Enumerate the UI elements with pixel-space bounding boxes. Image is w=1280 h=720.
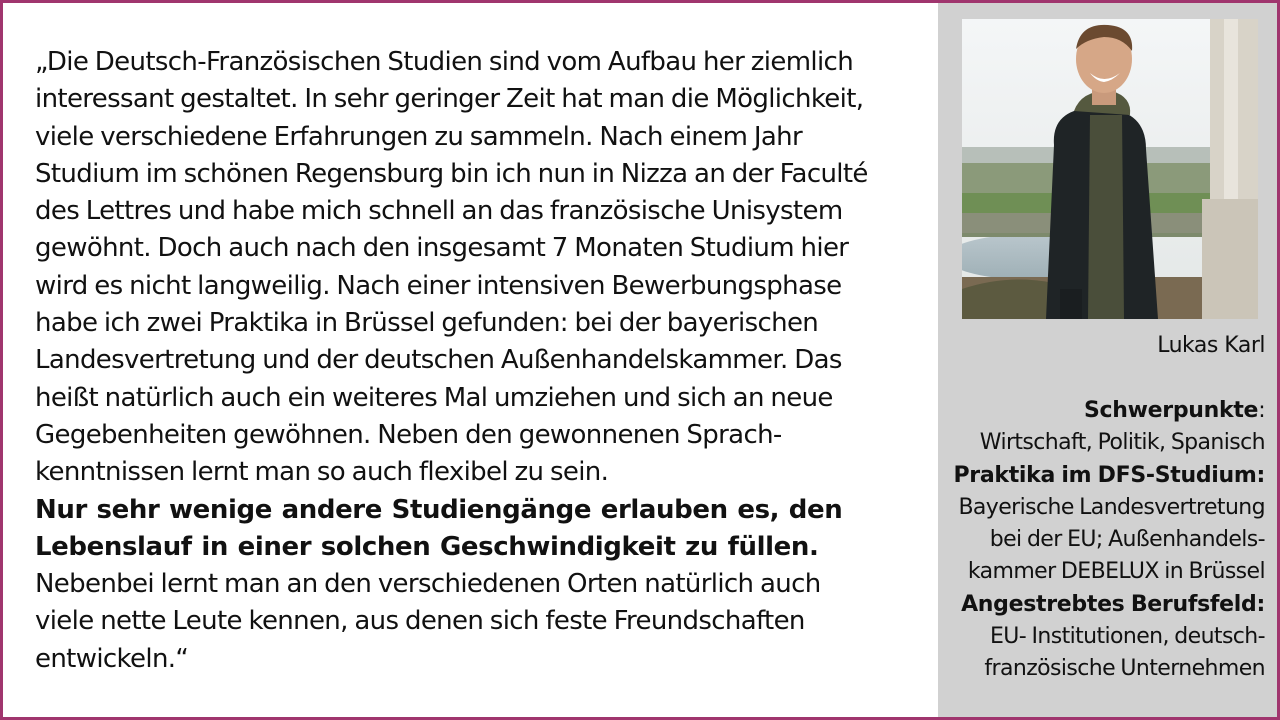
testimonial-line: Landesvertretung und der deutschen Außenhandelskammer. Das bbox=[35, 345, 842, 376]
closing-line: entwickeln.“ bbox=[35, 643, 189, 674]
focus-colon: : bbox=[1258, 398, 1265, 423]
testimonial-line: Studium im schönen Regensburg bin ich nun in Nizza an der Faculté bbox=[35, 158, 868, 189]
portrait-photo bbox=[962, 19, 1258, 319]
testimonial-highlight bbox=[35, 492, 915, 567]
testimonial-line: interessant gestaltet. In sehr geringer Zeit hat man die Möglichkeit, bbox=[35, 84, 864, 115]
testimonial-line: „Die Deutsch-Französischen Studien sind vom Aufbau her ziemlich bbox=[35, 47, 854, 77]
testimonial-line: des Lettres und habe mich schnell an das französische Unisystem bbox=[35, 196, 843, 227]
focus-value: Wirtschaft, Politik, Spanisch bbox=[979, 430, 1265, 456]
testimonial-line: habe ich zwei Praktika in Brüssel gefunden: bei der bayerischen bbox=[35, 308, 819, 339]
focus-label: Schwerpunkte bbox=[1084, 398, 1259, 423]
internships-line: bei der EU; Außenhandels- bbox=[989, 527, 1265, 553]
profile-sidebar bbox=[938, 3, 1280, 717]
testimonial-line: gewöhnt. Doch auch nach den insgesamt 7 Monaten Studium hier bbox=[35, 233, 849, 264]
profile-details bbox=[935, 395, 1265, 686]
internships-line: Bayerische Landesvertretung bbox=[958, 494, 1265, 520]
closing-line: Nebenbei lernt man an den verschiedenen Orten natürlich auch bbox=[35, 569, 821, 600]
testimonial-line: wird es nicht langweilig. Nach einer intensiven Bewerbungsphase bbox=[35, 270, 842, 301]
testimonial-line: viele verschiedene Erfahrungen zu sammeln. Nach einem Jahr bbox=[35, 121, 803, 152]
internships-label: Praktika im DFS-Studium: bbox=[953, 462, 1265, 488]
highlight-line: Nur sehr wenige andere Studiengänge erlauben es, den bbox=[35, 494, 843, 525]
closing-line: viele nette Leute kennen, aus denen sich feste Freundschaften bbox=[35, 606, 805, 637]
career-label: Angestrebtes Berufsfeld: bbox=[961, 591, 1265, 617]
career-line: französische Unternehmen bbox=[984, 656, 1265, 682]
testimonial-line: heißt natürlich auch ein weiteres Mal umziehen und sich an neue bbox=[35, 382, 833, 413]
testimonial-paragraph bbox=[35, 44, 915, 492]
person-name: Lukas Karl bbox=[1157, 333, 1265, 358]
career-line: EU- Institutionen, deutsch- bbox=[989, 624, 1265, 650]
portrait-illustration bbox=[962, 19, 1258, 319]
testimonial-text bbox=[35, 44, 915, 678]
internships-line: kammer DEBELUX in Brüssel bbox=[967, 559, 1265, 585]
testimonial-closing bbox=[35, 566, 915, 678]
focus-heading bbox=[935, 395, 1265, 427]
testimonial-line: Gegebenheiten gewöhnen. Neben den gewonnenen Sprach- bbox=[35, 419, 782, 450]
highlight-line: Lebenslauf in einer solchen Geschwindigkeit zu füllen. bbox=[35, 531, 819, 562]
testimonial-line: kenntnissen lernt man so auch flexibel zu sein. bbox=[35, 457, 609, 488]
